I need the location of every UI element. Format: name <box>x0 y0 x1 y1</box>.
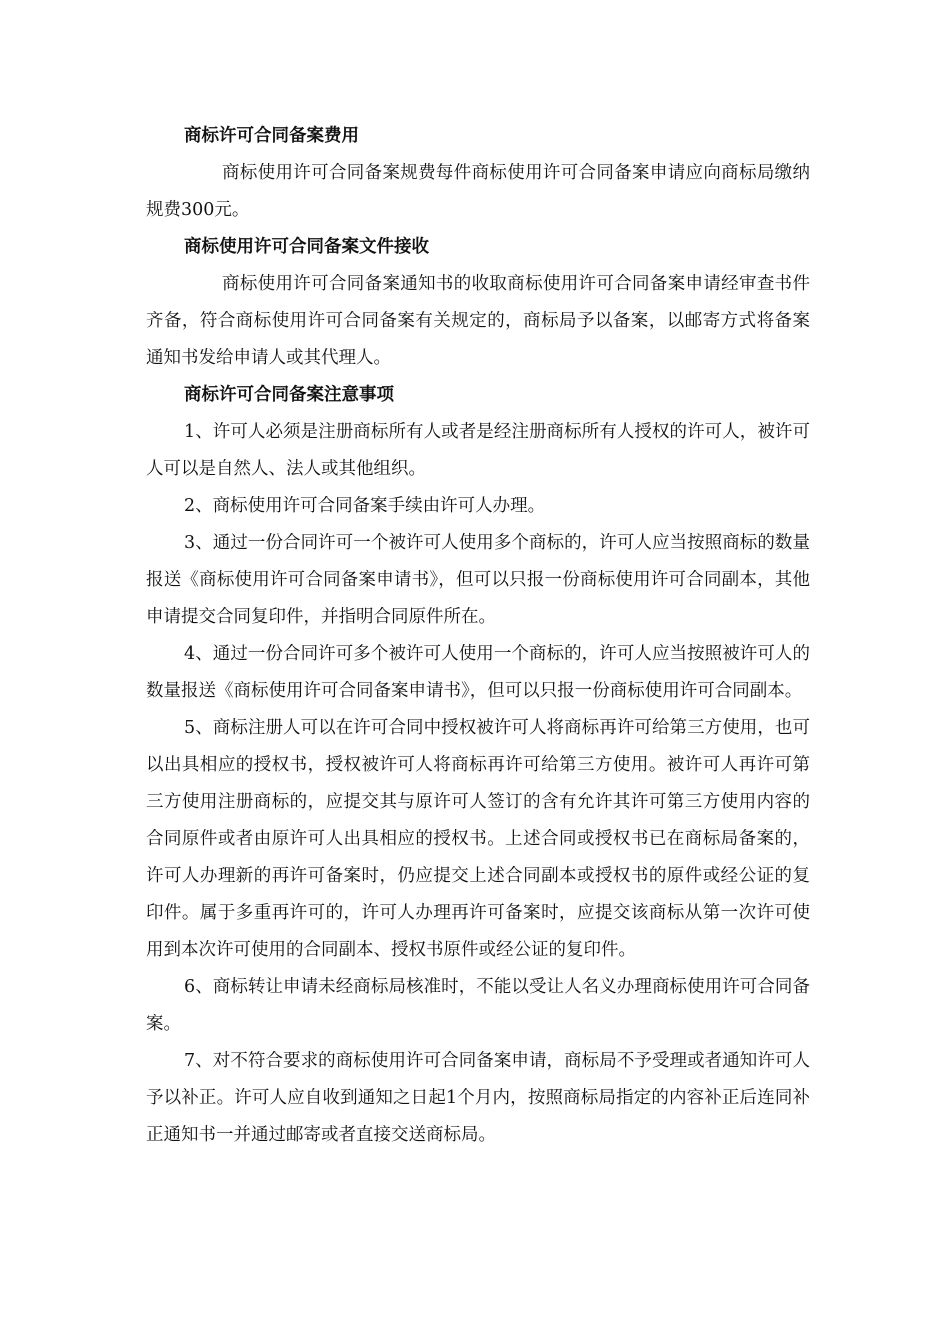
note-item-7: 7、对不符合要求的商标使用许可合同备案申请，商标局不予受理或者通知许可人予以补正。许可人应自收到通知之日起1个月内，按照商标局指定的内容补正后连同补正通知书一并通过邮寄或者直接交送商标局。 <box>146 1051 810 1145</box>
paragraph-receipt: 商标使用许可合同备案通知书的收取商标使用许可合同备案申请经审查书件齐备，符合商标使用许可合同备案有关规定的，商标局予以备案，以邮寄方式将备案通知书发给申请人或其代理人。 <box>146 274 810 368</box>
note-item-1: 1、许可人必须是注册商标所有人或者是经注册商标所有人授权的许可人，被许可人可以是自然人、法人或其他组织。 <box>146 422 810 479</box>
document-body <box>146 118 810 1154</box>
note-item-3: 3、通过一份合同许可一个被许可人使用多个商标的，许可人应当按照商标的数量报送《商标使用许可合同备案申请书》，但可以只报一份商标使用许可合同副本，其他申请提交合同复印件，并指明合同原件所在。 <box>146 533 810 627</box>
section-heading-receipt: 商标使用许可合同备案文件接收 <box>184 237 429 257</box>
note-item-5: 5、商标注册人可以在许可合同中授权被许可人将商标再许可给第三方使用，也可以出具相应的授权书，授权被许可人将商标再许可给第三方使用。被许可人再许可第三方使用注册商标的，应提交其与原许可人签订的含有允许其许可第三方使用内容的合同原件或者由原许可人出具相应的授权书。上述合同或授权书已在商标局备案的，许可人办理新的再许可备案时，仍应提交上述合同副本或授权书的原件或经公证的复印件。属于多重再许可的，许可人办理再许可备案时，应提交该商标从第一次许可使用到本次许可使用的合同副本、授权书原件或经公证的复印件。 <box>146 718 810 960</box>
note-item-2: 2、商标使用许可合同备案手续由许可人办理。 <box>184 496 546 516</box>
section-heading-fee: 商标许可合同备案费用 <box>184 126 359 146</box>
note-item-4: 4、通过一份合同许可多个被许可人使用一个商标的，许可人应当按照被许可人的数量报送《商标使用许可合同备案申请书》，但可以只报一份商标使用许可合同副本。 <box>146 644 810 701</box>
note-item-6: 6、商标转让申请未经商标局核准时，不能以受让人名义办理商标使用许可合同备案。 <box>146 977 810 1034</box>
paragraph-fee: 商标使用许可合同备案规费每件商标使用许可合同备案申请应向商标局缴纳规费300元。 <box>146 163 810 220</box>
section-heading-notes: 商标许可合同备案注意事项 <box>184 385 394 405</box>
